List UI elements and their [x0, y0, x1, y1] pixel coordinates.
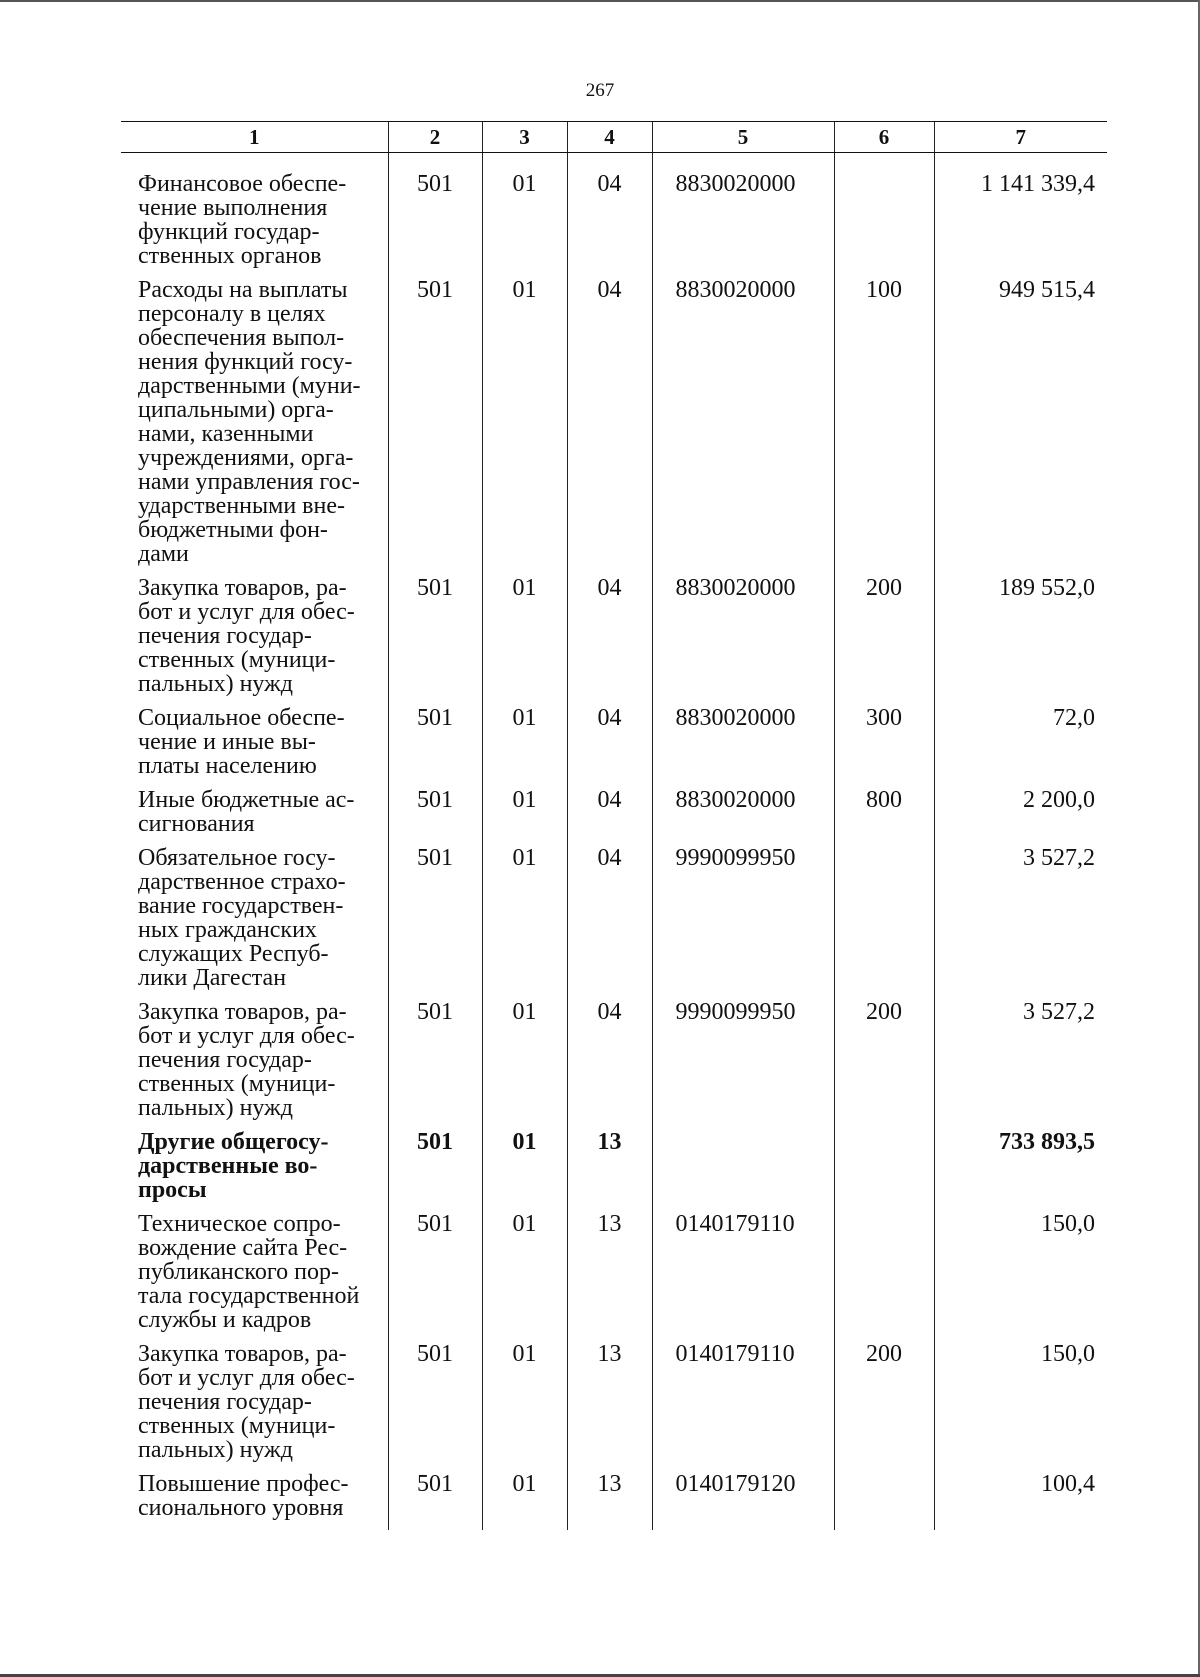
expense-type-code: 200: [834, 1000, 934, 1130]
ministry-code: 501: [388, 1212, 482, 1342]
description-line: ных гражданских: [138, 917, 317, 943]
description-line: Иные бюджетные ас-: [138, 787, 355, 813]
section-code: 01: [482, 846, 567, 1000]
target-article-code: 8830020000: [652, 788, 834, 846]
row-description: [121, 846, 388, 1000]
row-description: [121, 1000, 388, 1130]
description-line: ственных (муници-: [138, 1071, 336, 1097]
amount: 733 893,5: [934, 1130, 1107, 1212]
amount: 1 141 339,4: [934, 153, 1107, 279]
amount: 72,0: [934, 706, 1107, 788]
table-row: [121, 788, 1107, 846]
description-line: ственных (муници-: [138, 647, 336, 673]
description-line: обеспечения выпол-: [138, 325, 345, 351]
expense-type-code: 300: [834, 706, 934, 788]
amount: 100,4: [934, 1472, 1107, 1530]
section-code: 01: [482, 576, 567, 706]
amount: 949 515,4: [934, 278, 1107, 576]
subsection-code: 13: [567, 1472, 652, 1530]
section-code: 01: [482, 1212, 567, 1342]
ministry-code: 501: [388, 1000, 482, 1130]
description-line: Расходы на выплаты: [138, 277, 348, 303]
row-description: [121, 1472, 388, 1530]
subsection-code: 13: [567, 1212, 652, 1342]
description-line: чение и иные вы-: [138, 729, 316, 755]
table-row: [121, 1472, 1107, 1530]
description-line: дами: [138, 541, 189, 567]
ministry-code: 501: [388, 1130, 482, 1212]
row-description: [121, 788, 388, 846]
description-line: платы населению: [138, 753, 317, 779]
subsection-code: 04: [567, 1000, 652, 1130]
ministry-code: 501: [388, 1472, 482, 1530]
description-line: сионального уровня: [138, 1495, 344, 1521]
target-article-code: 9990099950: [652, 1000, 834, 1130]
description-line: дарственное страхо-: [138, 869, 346, 895]
description-line: Повышение профес-: [138, 1471, 349, 1497]
target-article-code: 0140179110: [652, 1212, 834, 1342]
ministry-code: 501: [388, 788, 482, 846]
column-header: 6: [834, 122, 934, 153]
column-header: 3: [482, 122, 567, 153]
expense-type-code: [834, 1130, 934, 1212]
table-header-row: [121, 122, 1107, 153]
ministry-code: 501: [388, 1342, 482, 1472]
subsection-code: 04: [567, 576, 652, 706]
description-line: дарственными (муни-: [138, 373, 361, 399]
description-line: нами, казенными: [138, 421, 314, 447]
table-row: [121, 1000, 1107, 1130]
section-code: 01: [482, 1472, 567, 1530]
table-row: [121, 1342, 1107, 1472]
row-description: [121, 576, 388, 706]
description-line: чение выполнения: [138, 195, 328, 221]
description-line: пальных) нужд: [138, 1095, 293, 1121]
section-code: 01: [482, 1342, 567, 1472]
row-description: [121, 1130, 388, 1212]
table-row: [121, 278, 1107, 576]
description-line: Социальное обеспе-: [138, 705, 345, 731]
target-article-code: [652, 1130, 834, 1212]
description-line: бот и услуг для обес-: [138, 1365, 355, 1391]
description-line: тала государственной: [138, 1283, 360, 1309]
section-code: 01: [482, 706, 567, 788]
description-line: ственных (муници-: [138, 1413, 336, 1439]
description-line: Обязательное госу-: [138, 845, 336, 871]
row-description: [121, 1342, 388, 1472]
expense-type-code: 100: [834, 278, 934, 576]
subsection-code: 13: [567, 1130, 652, 1212]
expense-type-code: 800: [834, 788, 934, 846]
subsection-code: 04: [567, 788, 652, 846]
target-article-code: 0140179110: [652, 1342, 834, 1472]
table-row: [121, 153, 1107, 279]
description-line: нения функций госу-: [138, 349, 353, 375]
description-line: ципальными) орга-: [138, 397, 334, 423]
amount: 150,0: [934, 1342, 1107, 1472]
description-line: дарственные во-: [138, 1153, 318, 1179]
column-header: 7: [934, 122, 1107, 153]
row-description: [121, 153, 388, 279]
ministry-code: 501: [388, 278, 482, 576]
subsection-code: 13: [567, 1342, 652, 1472]
target-article-code: 9990099950: [652, 846, 834, 1000]
description-line: печения государ-: [138, 1389, 312, 1415]
description-line: Закупка товаров, ра-: [138, 999, 347, 1025]
column-header: 2: [388, 122, 482, 153]
description-line: вание государствен-: [138, 893, 344, 919]
subsection-code: 04: [567, 153, 652, 279]
page-number: 267: [585, 80, 615, 101]
description-line: пальных) нужд: [138, 1437, 293, 1463]
table-row: [121, 846, 1107, 1000]
row-description: [121, 278, 388, 576]
description-line: ственных органов: [138, 243, 322, 269]
ministry-code: 501: [388, 153, 482, 279]
description-line: Закупка товаров, ра-: [138, 1341, 347, 1367]
expense-type-code: 200: [834, 1342, 934, 1472]
table-row: [121, 1212, 1107, 1342]
description-line: сигнования: [138, 811, 255, 837]
table-row: [121, 576, 1107, 706]
description-line: просы: [138, 1177, 207, 1203]
table-row: [121, 706, 1107, 788]
description-line: служащих Респуб-: [138, 941, 329, 967]
description-line: публиканского пор-: [138, 1259, 339, 1285]
subsection-code: 04: [567, 846, 652, 1000]
description-line: Закупка товаров, ра-: [138, 575, 347, 601]
table-row: [121, 1130, 1107, 1212]
amount: 189 552,0: [934, 576, 1107, 706]
row-description: [121, 706, 388, 788]
column-header: 4: [567, 122, 652, 153]
expense-type-code: [834, 846, 934, 1000]
description-line: учреждениями, орга-: [138, 445, 354, 471]
expense-type-code: [834, 153, 934, 279]
ministry-code: 501: [388, 576, 482, 706]
target-article-code: 8830020000: [652, 576, 834, 706]
amount: 150,0: [934, 1212, 1107, 1342]
ministry-code: 501: [388, 706, 482, 788]
description-line: вождение сайта Рес-: [138, 1235, 348, 1261]
description-line: службы и кадров: [138, 1307, 312, 1333]
description-line: пальных) нужд: [138, 671, 293, 697]
description-line: бот и услуг для обес-: [138, 599, 355, 625]
section-code: 01: [482, 153, 567, 279]
amount: 3 527,2: [934, 1000, 1107, 1130]
expense-type-code: [834, 1472, 934, 1530]
section-code: 01: [482, 278, 567, 576]
description-line: бот и услуг для обес-: [138, 1023, 355, 1049]
description-line: Другие общегосу-: [138, 1129, 329, 1155]
row-description: [121, 1212, 388, 1342]
ministry-code: 501: [388, 846, 482, 1000]
table-body: [121, 153, 1107, 1531]
subsection-code: 04: [567, 278, 652, 576]
section-code: 01: [482, 1130, 567, 1212]
target-article-code: 8830020000: [652, 278, 834, 576]
target-article-code: 8830020000: [652, 153, 834, 279]
column-header: 5: [652, 122, 834, 153]
section-code: 01: [482, 788, 567, 846]
target-article-code: 0140179120: [652, 1472, 834, 1530]
column-header: 1: [121, 122, 388, 153]
expense-type-code: 200: [834, 576, 934, 706]
subsection-code: 04: [567, 706, 652, 788]
description-line: нами управления гос-: [138, 469, 360, 495]
amount: 3 527,2: [934, 846, 1107, 1000]
description-line: функций государ-: [138, 219, 320, 245]
description-line: лики Дагестан: [138, 965, 287, 991]
target-article-code: 8830020000: [652, 706, 834, 788]
description-line: ударственными вне-: [138, 493, 345, 519]
budget-table: [121, 121, 1107, 1530]
amount: 2 200,0: [934, 788, 1107, 846]
scan-edge-top: [0, 0, 1200, 2]
description-line: печения государ-: [138, 1047, 312, 1073]
expense-type-code: [834, 1212, 934, 1342]
description-line: бюджетными фон-: [138, 517, 328, 543]
section-code: 01: [482, 1000, 567, 1130]
description-line: Финансовое обеспе-: [138, 171, 347, 197]
description-line: печения государ-: [138, 623, 312, 649]
description-line: Техническое сопро-: [138, 1211, 341, 1237]
description-line: персоналу в целях: [138, 301, 326, 327]
